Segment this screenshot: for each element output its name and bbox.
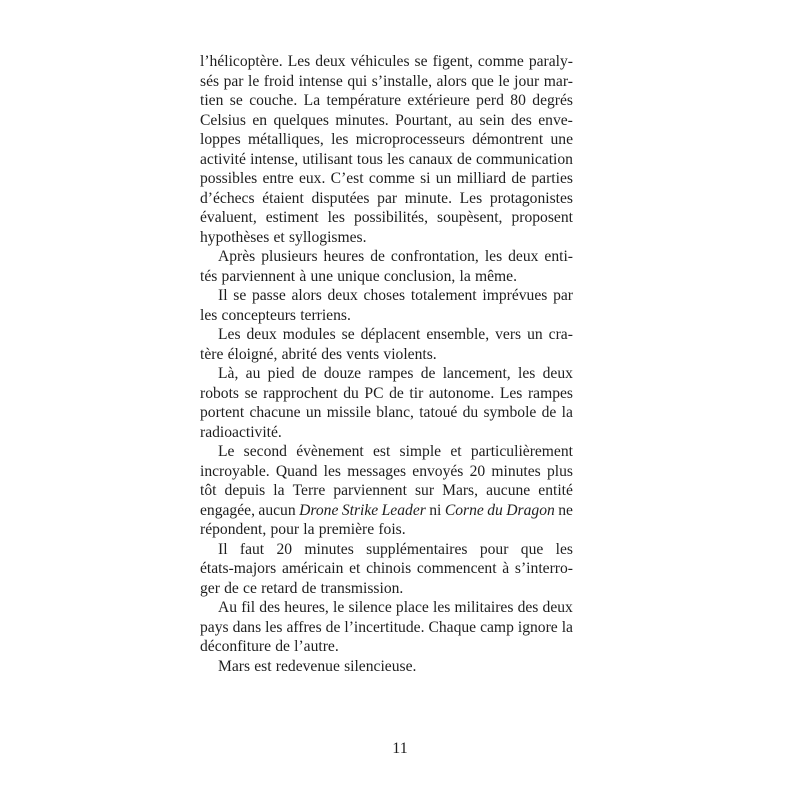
text-line: Au fil des heures, le silence place les militaires des deux: [218, 599, 573, 616]
page-number: 11: [392, 740, 408, 757]
text-line: Là, au pied de douze rampes de lancement, les deux: [218, 365, 573, 382]
text-line: possibles entre eux. C’est comme si un milliard de parties: [200, 170, 573, 187]
text-line: tien se couche. La température extérieure perd 80 degrés: [200, 92, 573, 109]
text-line: Mars est redevenue silencieuse.: [218, 657, 417, 675]
text-line: déconfiture de l’autre.: [200, 638, 339, 655]
text-line: Le second évènement est simple et particulièrement: [218, 443, 573, 460]
text-line: Il se passe alors deux choses totalement imprévues par: [218, 287, 573, 304]
text-line: incroyable. Quand les messages envoyés 20 minutes plus: [200, 462, 573, 480]
text-line: les concepteurs terriens.: [200, 306, 351, 324]
text-line: engagée, aucun Drone Strike Leader ni Corne du Dragon ne: [200, 501, 573, 519]
text-line: tôt depuis la Terre parviennent sur Mars, aucune entité: [200, 482, 573, 499]
text-line: Celsius en quelques minutes. Pourtant, au sein des enve-: [200, 111, 573, 129]
body-text: [200, 52, 573, 676]
text-line: tés parviennent à une unique conclusion, la même.: [200, 267, 517, 285]
text-line: Il faut 20 minutes supplémentaires pour que les: [218, 540, 573, 558]
text-line: états-majors américain et chinois commencent à s’interro-: [200, 560, 573, 577]
text-line: évaluent, estiment les possibilités, soupèsent, proposent: [200, 209, 573, 226]
text-line: hypothèses et syllogismes.: [200, 228, 367, 246]
text-line: radioactivité.: [200, 423, 282, 441]
text-line: portent chacune un missile blanc, tatoué du symbole de la: [200, 404, 573, 421]
text-line: Après plusieurs heures de confrontation, les deux enti-: [218, 248, 573, 265]
text-line: répondent, pour la première fois.: [200, 521, 406, 538]
text-line: activité intense, utilisant tous les canaux de communication: [200, 150, 573, 168]
text-line: loppes métalliques, les microprocesseurs démontrent une: [200, 131, 573, 148]
text-line: sés par le froid intense qui s’installe, alors que le jour mar-: [200, 72, 573, 90]
text-line: tère éloigné, abrité des vents violents.: [200, 345, 437, 363]
text-line: l’hélicoptère. Les deux véhicules se figent, comme paraly-: [200, 53, 573, 70]
text-line: d’échecs étaient disputées par minute. Les protagonistes: [200, 189, 573, 207]
text-line: robots se rapprochent du PC de tir autonome. Les rampes: [200, 384, 573, 402]
text-line: ger de ce retard de transmission.: [200, 579, 404, 597]
text-line: pays dans les affres de l’incertitude. Chaque camp ignore la: [200, 618, 573, 636]
text-line: Les deux modules se déplacent ensemble, vers un cra-: [218, 326, 573, 343]
